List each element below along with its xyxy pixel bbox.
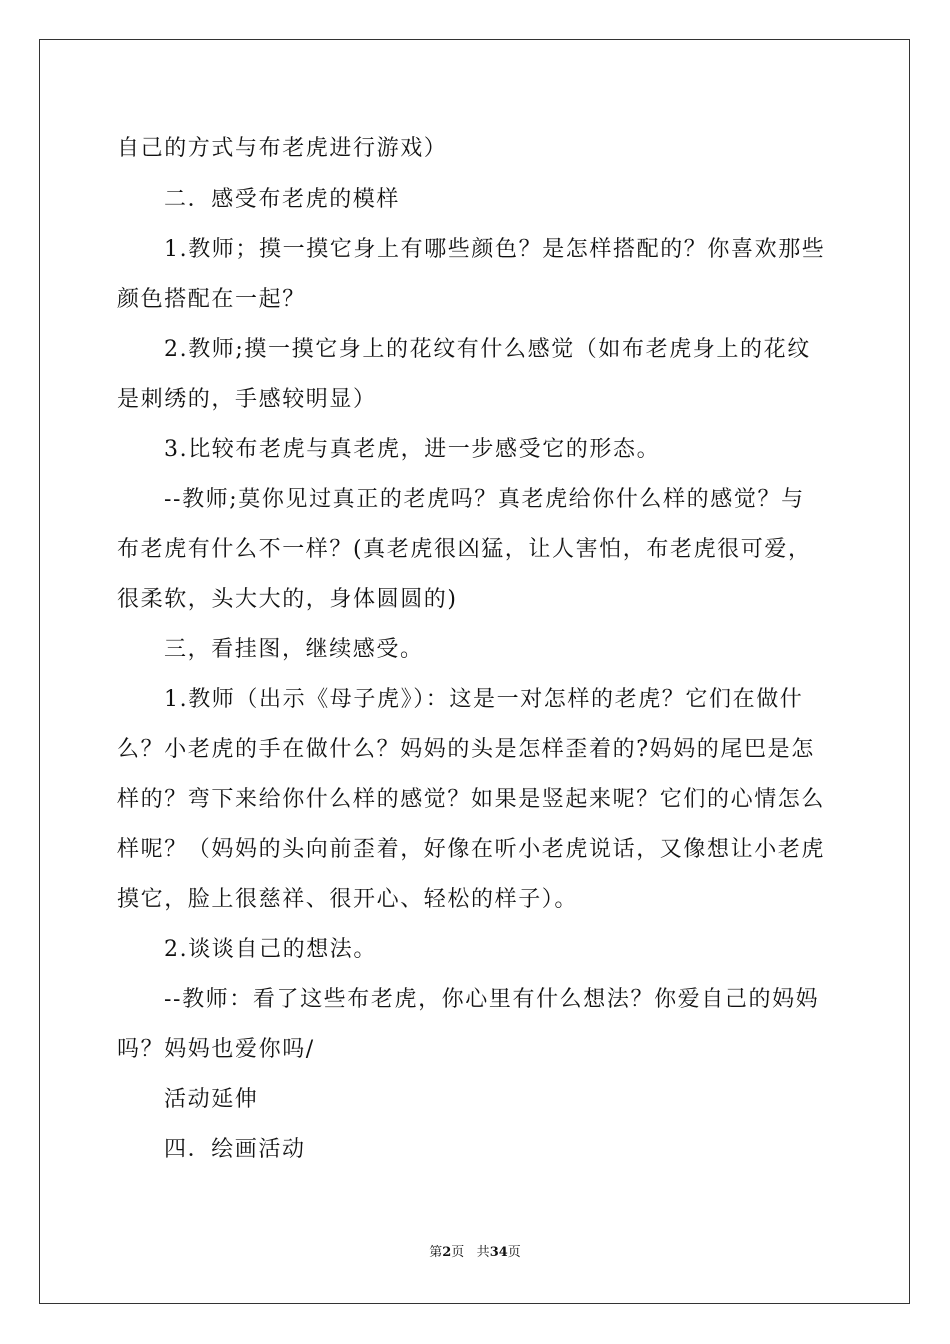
footer-page-number: 2 — [442, 1245, 452, 1260]
text-line: 1.教师（出示《母子虎》）：这是一对怎样的老虎？它们在做什 — [164, 687, 804, 712]
text-line: 颜色搭配在一起？ — [117, 287, 306, 312]
footer-page-suffix: 页 — [451, 1245, 465, 1260]
section-heading: 三，看挂图，继续感受。 — [164, 637, 424, 662]
footer-page-prefix: 第 — [429, 1245, 443, 1260]
text-line: 摸它，脸上很慈祥、很开心、轻松的样子）。 — [117, 887, 579, 912]
text-line: 3.比较布老虎与真老虎，进一步感受它的形态。 — [164, 437, 661, 462]
page-footer — [0, 1244, 950, 1262]
section-heading: 活动延伸 — [164, 1087, 259, 1112]
text-line: 样呢？（妈妈的头向前歪着，好像在听小老虎说话，又像想让小老虎 — [117, 837, 826, 862]
section-heading: 二．感受布老虎的模样 — [164, 187, 401, 212]
text-line: 2.谈谈自己的想法。 — [164, 937, 377, 962]
text-line: 么？小老虎的手在做什么？妈妈的头是怎样歪着的?妈妈的尾巴是怎 — [117, 737, 815, 762]
footer-total-prefix: 共 — [476, 1245, 490, 1260]
text-line: 很柔软，头大大的，身体圆圆的) — [117, 587, 458, 612]
text-line: 1.教师；摸一摸它身上有哪些颜色？是怎样搭配的？你喜欢那些 — [164, 237, 826, 262]
text-line: 样的？弯下来给你什么样的感觉？如果是竖起来呢？它们的心情怎么 — [117, 787, 826, 812]
footer-total-pages: 34 — [489, 1245, 508, 1260]
text-line: 2.教师;摸一摸它身上的花纹有什么感觉（如布老虎身上的花纹 — [164, 337, 811, 362]
text-line: 吗？妈妈也爱你吗/ — [117, 1037, 315, 1062]
text-line: --教师：看了这些布老虎，你心里有什么想法？你爱自己的妈妈 — [164, 987, 820, 1012]
footer-total-suffix: 页 — [507, 1245, 521, 1260]
text-line: --教师;莫你见过真正的老虎吗？真老虎给你什么样的感觉？与 — [164, 487, 805, 512]
text-line: 自己的方式与布老虎进行游戏） — [117, 136, 448, 161]
text-line: 是刺绣的，手感较明显） — [117, 387, 377, 412]
text-line: 布老虎有什么不一样？(真老虎很凶猛，让人害怕，布老虎很可爱， — [117, 537, 812, 562]
section-heading: 四．绘画活动 — [164, 1137, 306, 1162]
